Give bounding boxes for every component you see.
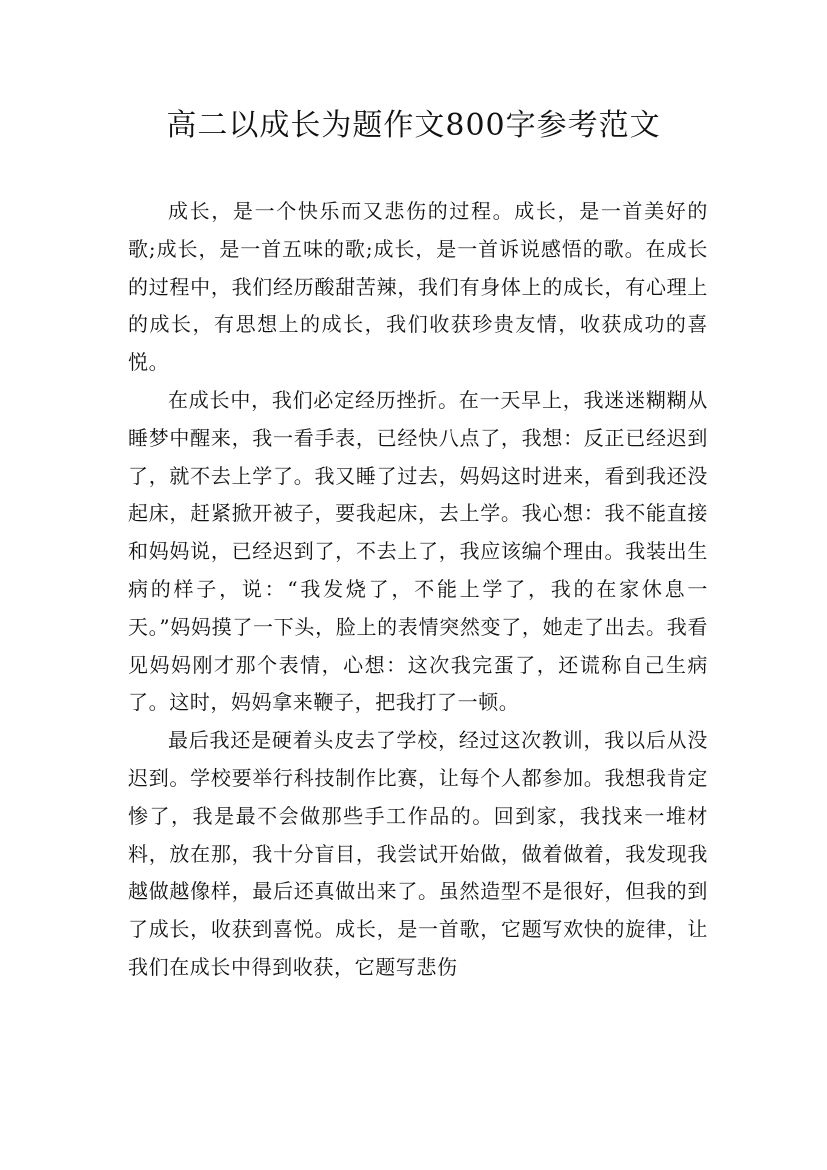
document-body bbox=[128, 193, 708, 987]
paragraph: 最后我还是硬着头皮去了学校，经过这次教训，我以后从没迟到。学校要举行科技制作比赛，让每个人都参加。我想我肯定惨了，我是最不会做那些手工作品的。回到家，我找来一堆材料，放在那，我十分盲目，我尝试开始做，做着做着，我发现我越做越像样，最后还真做出来了。虽然造型不是很好，但我的到了成长，收获到喜悦。成长，是一首歌，它题写欢快的旋律，让我们在成长中得到收获，它题写悲伤 bbox=[128, 728, 708, 979]
paragraph: 成长，是一个快乐而又悲伤的过程。成长，是一首美好的歌;成长，是一首五味的歌;成长，是一首诉说感悟的歌。在成长的过程中，我们经历酸甜苦辣，我们有身体上的成长，有心理上的成长，有思想上的成长，我们收获珍贵友情，收获成功的喜悦。 bbox=[128, 199, 708, 375]
document-title: 高二以成长为题作文800字参考范文 bbox=[166, 108, 661, 143]
paragraph: 在成长中，我们必定经历挫折。在一天早上，我迷迷糊糊从睡梦中醒来，我一看手表，已经快八点了，我想：反正已经迟到了，就不去上学了。我又睡了过去，妈妈这时进来，看到我还没起床，赶紧掀开被子，要我起床，去上学。我心想：我不能直接和妈妈说，已经迟到了，不去上了，我应该编个理由。我装出生病的样子，说：“我发烧了，不能上学了，我的在家休息一天。”妈妈摸了一下头，脸上的表情突然变了，她走了出去。我看见妈妈刚才那个表情，心想：这次我完蛋了，还谎称自己生病了。这时，妈妈拿来鞭子，把我打了一顿。 bbox=[128, 387, 708, 715]
